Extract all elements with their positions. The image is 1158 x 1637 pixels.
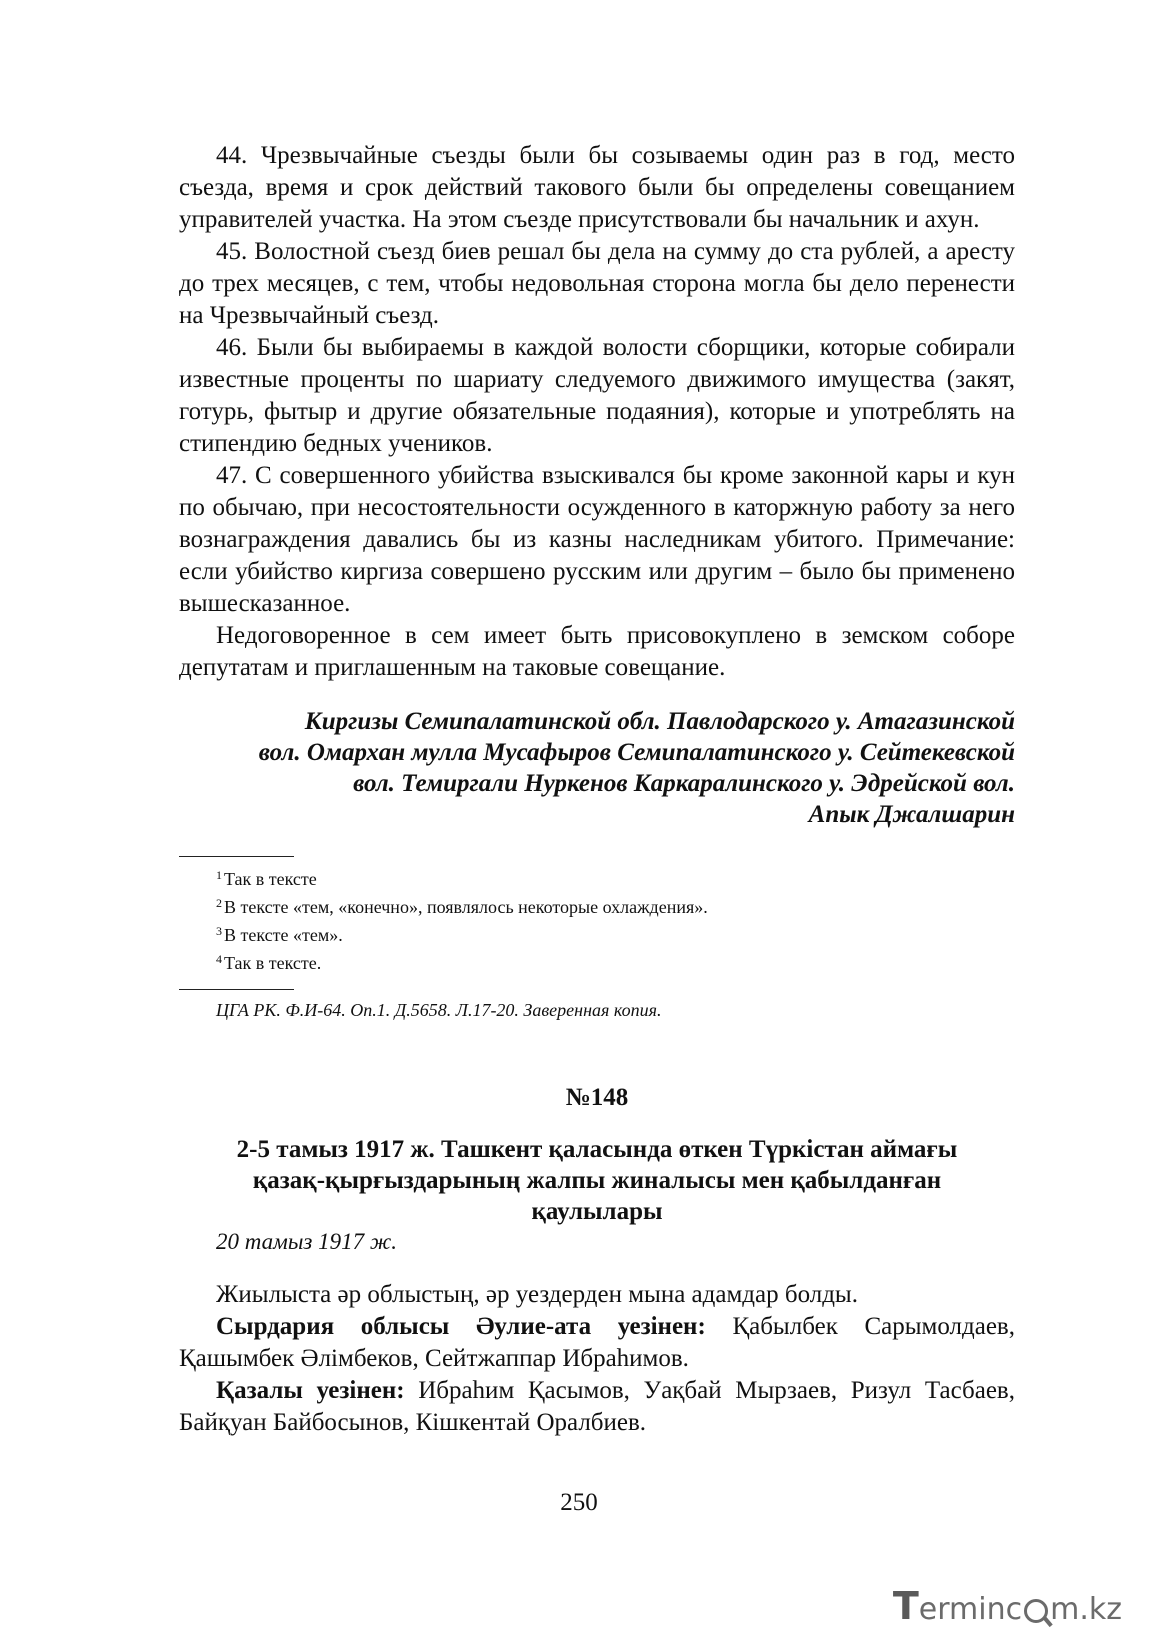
page-number: 250 xyxy=(560,1489,598,1516)
page-content xyxy=(179,140,1015,1439)
paragraph-47: 47. С совершенного убийства взыскивался бы кроме законной кары и кун по обычаю, при несостоятельности осужденного в каторжную работу за него вознаграждения давались бы из казны наследникам убитого. Примечание: если убийство киргиза совершено русским или другим – было бы применено вышесказанное. xyxy=(179,462,1015,617)
delegates-paragraph-2 xyxy=(179,1375,1015,1439)
magnifier-icon xyxy=(1024,1599,1048,1623)
footnote-mark: 3 xyxy=(216,924,222,938)
footnote-item xyxy=(216,919,1015,947)
watermark-text: erminc xyxy=(918,1592,1023,1627)
watermark-text: m.kz xyxy=(1050,1592,1122,1627)
archive-source: ЦГА РК. Ф.И-64. Оп.1. Д.5658. Л.17-20. Заверенная копия. xyxy=(216,1000,662,1020)
paragraph-46: 46. Были бы выбираемы в каждой волости сборщики, которые собирали известные проценты по шариату следуемого движимого имущества (закят, готурь, фытыр и другие обязательные подаяния), которые и употреблять на стипендию бедных учеников. xyxy=(179,334,1015,457)
delegates-list: Ибраһим Қасымов, Уақбай Мырзаев, Ризул Тасбаев, Байқуан Байбосынов, Кішкентай Оралбиев. xyxy=(179,1377,1015,1436)
footnote-mark: 2 xyxy=(216,896,222,910)
delegates-list: Қабылбек Сарымолдаев, Қашымбек Әлімбеков, Сейтжаппар Ибраһимов. xyxy=(179,1313,1015,1372)
footnote-item xyxy=(216,863,1015,891)
footnote-divider xyxy=(179,856,294,857)
document-date: 20 тамыз 1917 ж. xyxy=(216,1229,398,1254)
source-divider xyxy=(179,989,294,990)
document-number: №148 xyxy=(565,1084,629,1111)
document-body xyxy=(179,1279,1015,1439)
footnote-item xyxy=(216,891,1015,919)
paragraph-45: 45. Волостной съезд биев решал бы дела на сумму до ста рублей, а аресту до трех месяцев, с тем, чтобы недовольная сторона могла бы дело перенести на Чрезвычайный съезд. xyxy=(179,238,1015,329)
intro-paragraph: Жиылыста әр облыстың, әр уездерден мына адамдар болды. xyxy=(216,1281,858,1308)
delegates-paragraph-1 xyxy=(179,1311,1015,1375)
signature-block xyxy=(179,706,1015,830)
signature-line: Апык Джалшарин xyxy=(808,801,1015,828)
footnote-text: Так в тексте xyxy=(224,869,317,889)
footnote-text: В тексте «тем, «конечно», появлялось некоторые охлаждения». xyxy=(224,897,708,917)
paragraph-44: 44. Чрезвычайные съезды были бы созываемы один раз в год, место съезда, время и срок действий такового были бы определены совещанием управителей участка. На этом съезде присутствовали бы начальник и ахун. xyxy=(179,142,1015,233)
footnote-item xyxy=(216,947,1015,975)
signature-line: вол. Темиргали Нуркенов Каркаралинского у. Эдрейской вол. xyxy=(353,770,1015,797)
footnotes xyxy=(179,863,1015,975)
footnote-mark: 1 xyxy=(216,868,222,882)
document-title: 2-5 тамыз 1917 ж. Ташкент қаласында өткен Түркістан аймағы қазақ-қырғыздарының жалпы жиналысы мен қабылданған қаулылары xyxy=(236,1136,958,1225)
watermark-letter: T xyxy=(892,1584,919,1628)
footnote-mark: 4 xyxy=(216,952,222,966)
footnote-text: В тексте «тем». xyxy=(224,925,343,945)
watermark-logo xyxy=(892,1584,1122,1628)
signature-line: вол. Омархан мулла Мусафыров Семипалатинского у. Сейтекевской xyxy=(258,739,1015,766)
paragraph-closing: Недоговоренное в сем имеет быть присовокуплено в земском соборе депутатам и приглашенным на таковые совещание. xyxy=(179,622,1015,681)
region-label: Сырдария облысы Әулие-ата уезінен: xyxy=(216,1313,706,1340)
footnote-text: Так в тексте. xyxy=(224,953,322,973)
region-label: Қазалы уезінен: xyxy=(216,1377,405,1404)
signature-line: Киргизы Семипалатинской обл. Павлодарского у. Атагазинской xyxy=(304,708,1015,735)
